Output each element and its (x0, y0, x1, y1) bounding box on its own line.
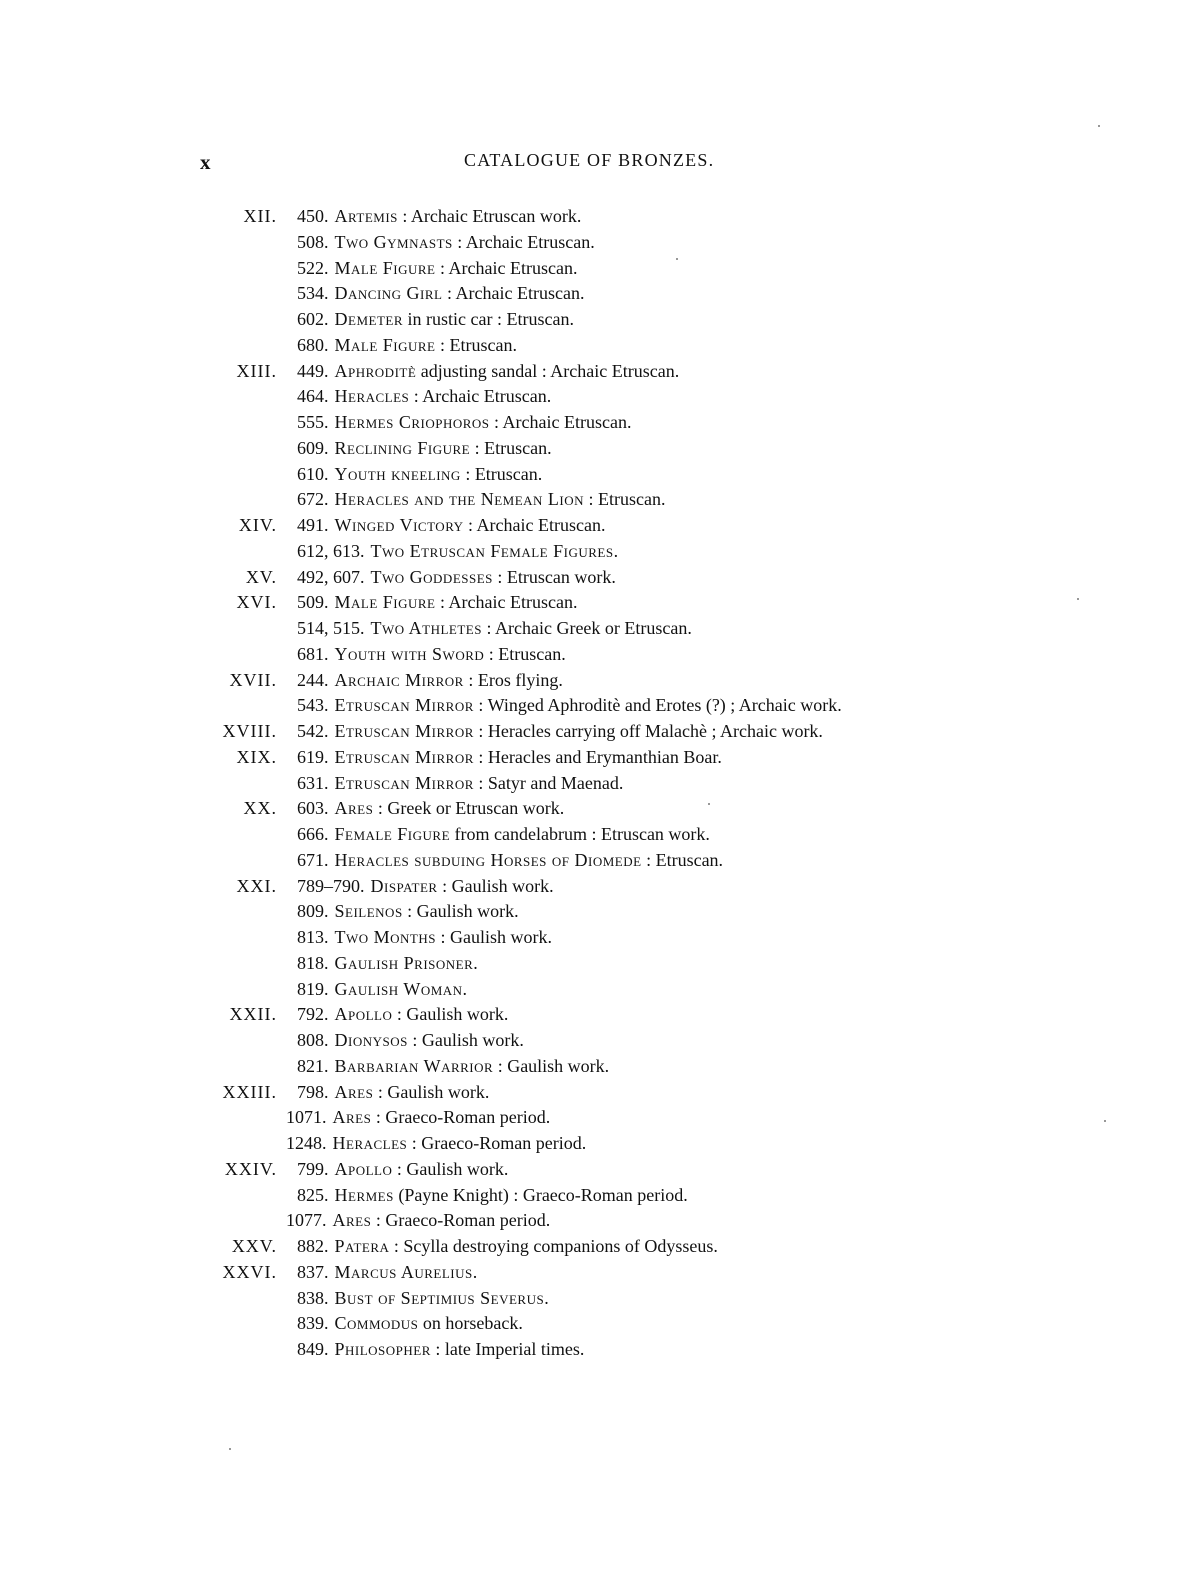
catalogue-number: 666. (297, 824, 329, 844)
object-description: : Archaic Etruscan. (489, 412, 632, 432)
object-description: : Etruscan. (460, 463, 543, 484)
object-title: Two Athletes (370, 618, 482, 638)
catalogue-entry (200, 1183, 1000, 1209)
entry-text (297, 874, 554, 900)
object-title: Youth with Sword (334, 643, 485, 664)
catalogue-number: 681. (297, 643, 329, 664)
entry-text (297, 925, 552, 951)
catalogue-number: 809. (297, 901, 329, 922)
object-title: Dispater (370, 875, 438, 896)
entry-text (297, 1002, 508, 1028)
catalogue-entry (200, 256, 1000, 282)
scan-speck (676, 258, 678, 260)
object-title: Ares (332, 1210, 372, 1231)
object-description: : Graeco-Roman period. (371, 1107, 551, 1128)
object-description: : Greek or Etruscan work. (373, 798, 565, 819)
page-number: x (200, 150, 211, 174)
entry-text (297, 1311, 523, 1337)
catalogue-entry (200, 925, 1000, 951)
object-description: : Etruscan work. (492, 566, 616, 587)
entry-text (297, 848, 723, 874)
object-description: : Gaulish work. (407, 1030, 524, 1050)
entry-text (297, 307, 574, 333)
plate-number: XIV. (238, 515, 277, 535)
catalogue-entry (200, 462, 1000, 488)
catalogue-entry (200, 977, 1000, 1003)
catalogue-entry (200, 590, 1000, 616)
object-title: Archaic Mirror (334, 669, 464, 690)
catalogue-number: 672. (297, 489, 329, 510)
entry-text (297, 410, 631, 436)
entry-text (297, 1260, 478, 1286)
catalogue-number: 619. (297, 746, 329, 767)
catalogue-entry (200, 333, 1000, 359)
entry-text (297, 899, 519, 925)
plate-number: XVIII. (222, 721, 277, 741)
catalogue-entry (200, 1234, 1000, 1260)
entry-text (297, 230, 595, 256)
entry-text (297, 1234, 718, 1260)
object-title: Winged Victory (334, 515, 464, 535)
entry-text (297, 1183, 688, 1209)
catalogue-entry (200, 899, 1000, 925)
object-description: in rustic car : Etruscan. (403, 309, 574, 329)
catalogue-number: 542. (297, 721, 329, 741)
object-description: : Archaic Etruscan work. (397, 206, 582, 226)
catalogue-entry (200, 359, 1000, 385)
catalogue-entry (200, 1080, 1000, 1106)
object-description: : Archaic Etruscan. (435, 257, 578, 278)
catalogue-entry (200, 1260, 1000, 1286)
scan-speck (1098, 125, 1100, 127)
object-description: : Heracles carrying off Malachè ; Archaic work. (473, 721, 823, 741)
entry-text (297, 462, 542, 488)
catalogue-number: 610. (297, 463, 329, 484)
catalogue-number: 492, 607. (297, 566, 365, 587)
object-title: Reclining Figure (334, 437, 471, 458)
entry-text (297, 204, 581, 230)
catalogue-entry (200, 1002, 1000, 1028)
entry-text (297, 1286, 549, 1312)
object-description: : late Imperial times. (430, 1339, 585, 1359)
object-title: Two Goddesses (370, 566, 493, 587)
object-description: : Gaulish work. (402, 901, 519, 922)
catalogue-entry (200, 487, 1000, 513)
catalogue-entry (200, 874, 1000, 900)
object-title: Patera (334, 1236, 390, 1256)
catalogue-entry (200, 642, 1000, 668)
plate-number: XVII. (229, 669, 277, 690)
object-description: : Etruscan. (584, 489, 666, 510)
catalogue-number: 491. (297, 515, 329, 535)
catalogue-number: 522. (297, 257, 329, 278)
catalogue-entry (200, 1054, 1000, 1080)
object-description: : Archaic Etruscan. (452, 231, 595, 252)
object-description: : Heracles and Erymanthian Boar. (473, 746, 722, 767)
catalogue-entry (200, 1337, 1000, 1363)
catalogue-entry (200, 513, 1000, 539)
object-title: Etruscan Mirror (334, 772, 474, 793)
plate-number: XIII. (236, 360, 277, 381)
entry-text (297, 1080, 489, 1106)
catalogue-number: 449. (297, 360, 329, 381)
entry-text (297, 693, 842, 719)
entry-text (297, 539, 619, 565)
catalogue-number: 1071. (286, 1107, 327, 1128)
catalogue-number: 808. (297, 1030, 329, 1050)
scan-speck (229, 1448, 231, 1450)
object-title: Male Figure (334, 334, 436, 355)
object-description: : Etruscan. (484, 643, 566, 664)
catalogue-entry (200, 951, 1000, 977)
catalogue-entry (200, 1028, 1000, 1054)
entry-text (297, 1337, 584, 1363)
entry-text (297, 333, 517, 359)
catalogue-number: 1248. (286, 1133, 327, 1153)
object-description: : Gaulish work. (392, 1158, 509, 1179)
catalogue-number: 838. (297, 1287, 329, 1308)
object-description: (Payne Knight) : Graeco-Roman period. (393, 1184, 688, 1205)
catalogue-number: 609. (297, 437, 329, 458)
plate-number: XXVI. (222, 1261, 277, 1282)
catalogue-number: 671. (297, 849, 329, 870)
catalogue-entry (200, 616, 1000, 642)
object-description: : Gaulish work. (373, 1081, 490, 1102)
catalogue-number: 514, 515. (297, 618, 365, 638)
object-title: Two Months (334, 927, 436, 947)
object-description: : Etruscan. (641, 849, 724, 870)
catalogue-entry (200, 539, 1000, 565)
object-description: : Archaic Etruscan. (463, 515, 606, 535)
object-title: Marcus Aurelius. (334, 1261, 478, 1282)
object-description: : Gaulish work. (392, 1004, 509, 1025)
catalogue-number: 464. (297, 386, 329, 407)
entry-text (297, 616, 692, 642)
catalogue-number: 818. (297, 952, 329, 973)
object-title: Two Etruscan Female Figures. (370, 540, 619, 561)
object-title: Ares (334, 1081, 374, 1102)
object-title: Dancing Girl (334, 283, 443, 304)
object-description: on horseback. (418, 1313, 523, 1334)
catalogue-number: 837. (297, 1261, 329, 1282)
object-description: : Graeco-Roman period. (371, 1210, 551, 1231)
catalogue-entry (200, 204, 1000, 230)
object-title: Demeter (334, 309, 403, 329)
catalogue-number: 543. (297, 695, 329, 716)
catalogue-number: 819. (297, 978, 329, 999)
catalogue-number: 680. (297, 334, 329, 355)
entry-text (297, 256, 577, 282)
object-description: from candelabrum : Etruscan work. (450, 824, 710, 844)
catalogue-number: 813. (297, 927, 329, 947)
catalogue-entry (200, 1286, 1000, 1312)
plate-number: XXII. (229, 1004, 277, 1025)
object-title: Etruscan Mirror (334, 695, 474, 716)
object-description: : Gaulish work. (437, 875, 554, 896)
entry-text (297, 1054, 609, 1080)
object-title: Bust of Septimius Severus. (334, 1287, 550, 1308)
object-title: Gaulish Woman. (334, 978, 468, 999)
object-description: : Etruscan. (470, 437, 552, 458)
catalogue-number: 1077. (286, 1210, 327, 1231)
object-title: Seilenos (334, 901, 403, 922)
entry-text (297, 668, 563, 694)
catalogue-number: 631. (297, 772, 329, 793)
object-title: Heracles (334, 386, 410, 407)
plate-number: XIX. (236, 746, 277, 767)
entry-text (297, 977, 468, 1003)
catalogue-number: 555. (297, 412, 329, 432)
object-title: Apollo (334, 1004, 393, 1025)
object-description: : Satyr and Maenad. (473, 772, 624, 793)
catalogue-number: 825. (297, 1184, 329, 1205)
object-title: Apollo (334, 1158, 393, 1179)
entry-text (297, 1028, 524, 1054)
object-description: : Archaic Greek or Etruscan. (481, 618, 692, 638)
entry-text (297, 771, 623, 797)
object-title: Male Figure (334, 257, 436, 278)
running-title: CATALOGUE OF BRONZES. (464, 150, 715, 170)
object-title: Heracles subduing Horses of Diomede (334, 849, 642, 870)
object-title: Ares (332, 1107, 372, 1128)
scan-speck (1104, 1120, 1106, 1122)
object-title: Aphroditè (334, 360, 417, 381)
catalogue-entry (200, 307, 1000, 333)
entry-text (286, 1208, 550, 1234)
object-title: Commodus (334, 1313, 419, 1334)
object-description: : Archaic Etruscan. (409, 386, 552, 407)
object-title: Hermes (334, 1184, 394, 1205)
catalogue-entry (200, 848, 1000, 874)
object-title: Gaulish Prisoner. (334, 952, 479, 973)
catalogue-entry (200, 693, 1000, 719)
catalogue-number: 798. (297, 1081, 329, 1102)
plate-number: XVI. (236, 592, 277, 613)
catalogue-entry (200, 565, 1000, 591)
entry-text (297, 796, 564, 822)
object-description: : Scylla destroying companions of Odysseus. (389, 1236, 718, 1256)
entry-text (297, 1157, 508, 1183)
plate-number: XXV. (231, 1236, 277, 1256)
catalogue-number: 789–790. (297, 875, 365, 896)
entry-text (297, 513, 606, 539)
plate-list (200, 204, 1000, 1363)
catalogue-entry (200, 1208, 1000, 1234)
catalogue-number: 799. (297, 1158, 329, 1179)
object-description: : Gaulish work. (436, 927, 552, 947)
object-title: Male Figure (334, 592, 436, 613)
catalogue-number: 882. (297, 1236, 329, 1256)
catalogue-number: 821. (297, 1055, 329, 1076)
catalogue-number: 603. (297, 798, 329, 819)
object-description: : Gaulish work. (493, 1055, 610, 1076)
object-description: : Eros flying. (463, 669, 563, 690)
plate-number: XX. (243, 798, 277, 819)
catalogue-number: 839. (297, 1313, 329, 1334)
catalogue-number: 602. (297, 309, 329, 329)
plate-number: XXI. (236, 875, 277, 896)
plate-number: XII. (243, 206, 277, 226)
catalogue-entry (200, 1105, 1000, 1131)
entry-text (297, 565, 616, 591)
object-title: Youth kneeling (334, 463, 461, 484)
scan-speck (1077, 598, 1079, 600)
entry-text (297, 642, 566, 668)
entry-text (297, 359, 679, 385)
object-title: Philosopher (334, 1339, 431, 1359)
object-title: Ares (334, 798, 374, 819)
entry-text (297, 281, 584, 307)
entry-text (297, 951, 478, 977)
entry-text (286, 1105, 550, 1131)
catalogue-number: 534. (297, 283, 329, 304)
entry-text (297, 590, 577, 616)
catalogue-number: 244. (297, 669, 329, 690)
object-title: Etruscan Mirror (334, 746, 474, 767)
entry-text (297, 719, 823, 745)
catalogue-entry (200, 436, 1000, 462)
entry-text (297, 384, 551, 410)
entry-text (297, 487, 666, 513)
catalogue-entry (200, 771, 1000, 797)
object-description: : Etruscan. (435, 334, 517, 355)
object-description: : Graeco-Roman period. (407, 1133, 587, 1153)
catalogue-entry (200, 719, 1000, 745)
catalogue-entry (200, 1311, 1000, 1337)
scan-speck (708, 803, 710, 805)
catalogue-number: 849. (297, 1339, 329, 1359)
object-title: Heracles and the Nemean Lion (334, 489, 585, 510)
catalogue-entry (200, 745, 1000, 771)
object-title: Barbarian Warrior (334, 1055, 494, 1076)
entry-text (286, 1131, 586, 1157)
catalogue-number: 508. (297, 231, 329, 252)
plate-number: XXIII. (222, 1081, 277, 1102)
object-title: Female Figure (334, 824, 451, 844)
object-title: Dionysos (334, 1030, 408, 1050)
catalogue-number: 612, 613. (297, 540, 365, 561)
catalogue-entry (200, 796, 1000, 822)
entry-text (297, 436, 552, 462)
catalogue-entry (200, 384, 1000, 410)
object-description: : Archaic Etruscan. (435, 592, 578, 613)
object-title: Etruscan Mirror (334, 721, 474, 741)
entry-text (297, 745, 722, 771)
catalogue-entry (200, 822, 1000, 848)
plate-number: XV. (245, 566, 277, 587)
catalogue-entry (200, 1157, 1000, 1183)
catalogue-entry (200, 1131, 1000, 1157)
entry-text (297, 822, 710, 848)
page-header (200, 150, 960, 180)
object-description: : Winged Aphroditè and Erotes (?) ; Archaic work. (473, 695, 842, 716)
catalogue-number: 792. (297, 1004, 329, 1025)
catalogue-entry (200, 230, 1000, 256)
catalogue-number: 450. (297, 206, 329, 226)
object-title: Heracles (332, 1133, 408, 1153)
object-description: : Archaic Etruscan. (442, 283, 585, 304)
object-title: Two Gymnasts (334, 231, 453, 252)
catalogue-entry (200, 281, 1000, 307)
object-description: adjusting sandal : Archaic Etruscan. (416, 360, 680, 381)
catalogue-entry (200, 668, 1000, 694)
object-title: Artemis (334, 206, 398, 226)
object-title: Hermes Criophoros (334, 412, 490, 432)
catalogue-entry (200, 410, 1000, 436)
catalogue-number: 509. (297, 592, 329, 613)
plate-number: XXIV. (224, 1158, 277, 1179)
